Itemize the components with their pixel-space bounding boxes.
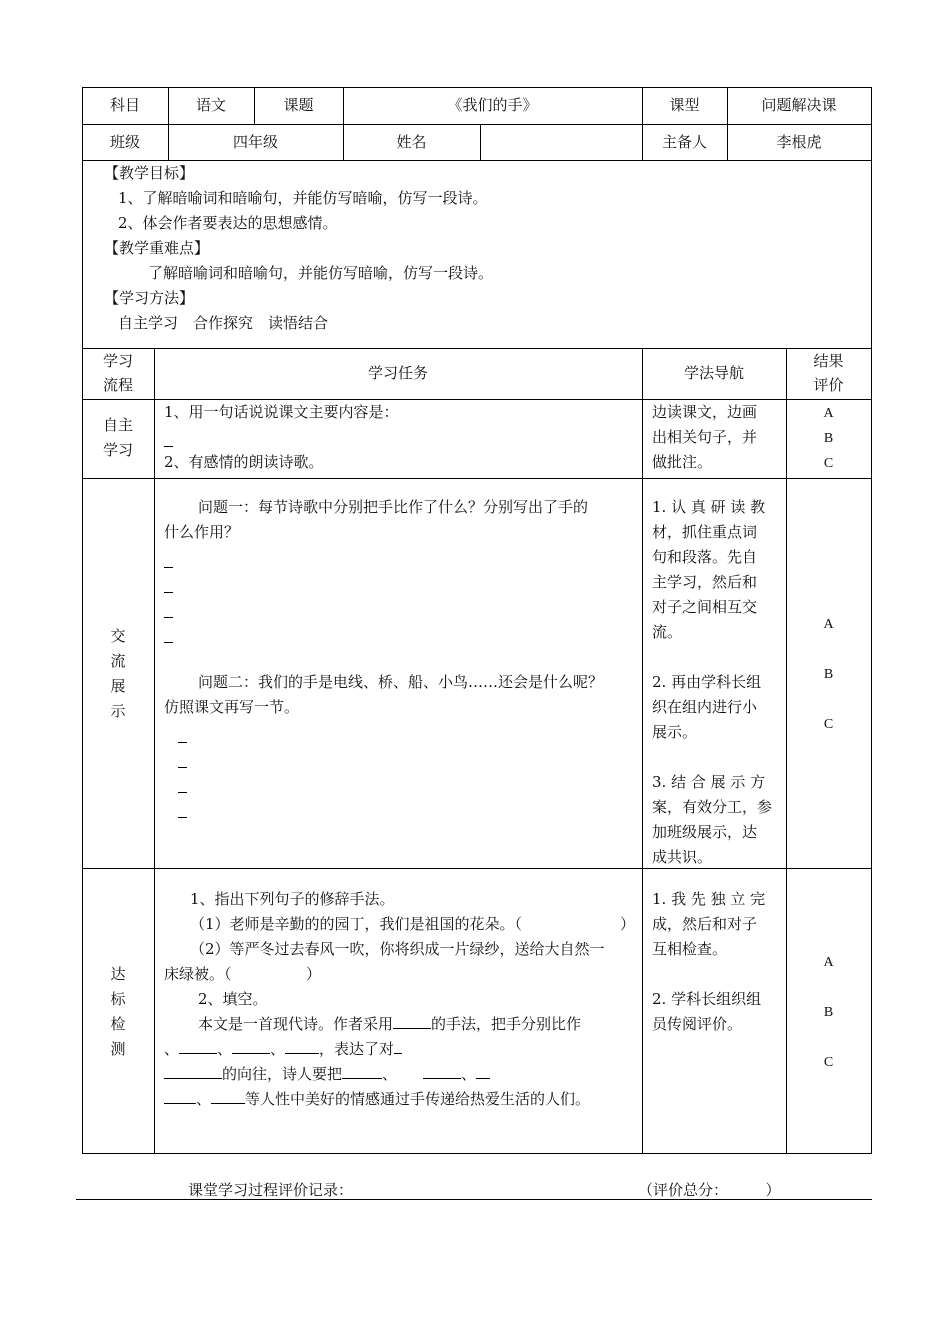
key-heading: 【教学重难点】 <box>104 239 210 257</box>
self-task-2: 2、有感情的朗读诗歌。 <box>164 453 324 471</box>
exchange-guide-5: 对子之间相互交 <box>652 598 758 616</box>
answer-blank <box>164 603 173 622</box>
exchange-guide-2: 材，抓住重点词 <box>652 523 758 541</box>
exchange-guide-10: 展示。 <box>652 723 698 741</box>
test-line-2: （1）老师是辛勤的的园丁，我们是祖国的花朵。（ <box>190 915 523 933</box>
footer-total-score: （评价总分： ） <box>638 1181 781 1199</box>
answer-blank <box>164 1063 222 1079</box>
separator: 、 <box>164 1040 180 1058</box>
answer-blank <box>164 1088 196 1104</box>
exchange-guide-6: 流。 <box>652 623 683 641</box>
test-line-7-end: ，表达了对 <box>319 1040 395 1058</box>
test-label-1: 达 <box>110 965 126 983</box>
separator: 、 <box>196 1090 212 1108</box>
test-line-9-text: 等人性中美好的情感通过手传递给热爱生活的人们。 <box>245 1090 591 1108</box>
subject-value: 语文 <box>195 96 226 114</box>
exchange-guide-3: 句和段落。先自 <box>652 548 758 566</box>
preparer-value: 李根虎 <box>776 133 822 151</box>
method-heading: 【学习方法】 <box>104 289 195 307</box>
test-line-6-end: 的手法，把手分别比作 <box>431 1015 582 1033</box>
topic-value: 《我们的手》 <box>447 96 538 114</box>
key-1: 了解暗喻词和暗喻句，并能仿写暗喻，仿写一段诗。 <box>148 264 494 282</box>
separator: 、 <box>382 1065 398 1083</box>
answer-blank <box>211 1088 245 1104</box>
test-guide-5: 2. 学科长组织组 <box>652 990 762 1008</box>
self-study-label-2: 学习 <box>102 441 133 459</box>
col-task: 学习任务 <box>367 364 428 382</box>
answer-blank <box>476 1063 490 1079</box>
self-grade-a: A <box>823 406 834 421</box>
test-grade-c: C <box>823 1055 834 1070</box>
preparer-label: 主备人 <box>661 133 707 151</box>
exchange-guide-8: 2. 再由学科长组 <box>652 673 762 691</box>
class-label: 班级 <box>109 133 140 151</box>
test-line-4-start: 床绿被。（ <box>164 965 232 983</box>
answer-blank <box>164 553 173 572</box>
col-guide: 学法导航 <box>683 364 744 382</box>
question-2-line-2: 仿照课文再写一节。 <box>164 698 300 716</box>
exchange-grade-c: C <box>823 717 834 732</box>
subject-label: 科目 <box>109 96 140 114</box>
test-line-6 <box>198 1012 581 1037</box>
footer-record-label: 课堂学习过程评价记录： <box>188 1181 354 1199</box>
answer-blank <box>178 728 187 747</box>
self-guide-3: 做批注。 <box>652 453 713 471</box>
test-grade-b: B <box>823 1005 834 1020</box>
self-grade-c: C <box>823 456 834 471</box>
answer-blank <box>393 1013 431 1029</box>
footer-rule <box>76 1199 872 1200</box>
exchange-guide-12: 3. 结 合 展 示 方 <box>652 773 766 791</box>
test-line-7 <box>164 1037 402 1062</box>
self-grade-b: B <box>823 431 834 446</box>
answer-blank <box>394 1038 402 1054</box>
test-line-6-start: 本文是一首现代诗。作者采用 <box>198 1015 394 1033</box>
self-study-label-1: 自主 <box>102 416 133 434</box>
col-eval-1: 结果 <box>813 352 844 370</box>
question-1-line-2: 什么作用？ <box>164 523 240 541</box>
self-task-1: 1、用一句话说说课文主要内容是： <box>164 403 399 421</box>
answer-blank <box>164 628 173 647</box>
col-eval-2: 评价 <box>813 376 844 394</box>
test-line-4-end: ） <box>306 965 322 983</box>
exchange-grade-a: A <box>823 617 834 632</box>
test-guide-3: 互相检查。 <box>652 940 728 958</box>
answer-blank <box>423 1063 461 1079</box>
topic-label: 课题 <box>283 96 314 114</box>
exchange-label-2: 流 <box>110 652 126 670</box>
test-guide-2: 成，然后和对子 <box>652 915 758 933</box>
exchange-label-4: 示 <box>110 702 126 720</box>
test-guide-1: 1. 我 先 独 立 完 <box>652 890 766 908</box>
separator: 、 <box>461 1065 477 1083</box>
test-line-1: 1、指出下列句子的修辞手法。 <box>190 890 395 908</box>
goal-2: 2、体会作者要表达的思想感情。 <box>118 214 338 232</box>
test-grade-a: A <box>823 955 834 970</box>
exchange-guide-15: 成共识。 <box>652 848 713 866</box>
answer-blank <box>164 578 173 597</box>
answer-blank <box>342 1063 382 1079</box>
exchange-guide-1: 1. 认 真 研 读 教 <box>652 498 766 516</box>
self-guide-2: 出相关句子，并 <box>652 428 758 446</box>
test-line-2-end: ） <box>620 915 636 933</box>
exchange-label-1: 交 <box>110 627 126 645</box>
separator: 、 <box>270 1040 286 1058</box>
answer-blank <box>164 432 173 451</box>
answer-blank <box>178 803 187 822</box>
test-label-2: 标 <box>110 990 126 1008</box>
exchange-guide-14: 加班级展示，达 <box>652 823 758 841</box>
goal-heading: 【教学目标】 <box>104 164 195 182</box>
separator: 、 <box>217 1040 233 1058</box>
test-line-5: 2、填空。 <box>198 990 268 1008</box>
exchange-guide-9: 织在组内进行小 <box>652 698 758 716</box>
answer-blank <box>178 778 187 797</box>
answer-blank <box>179 1038 217 1054</box>
name-label: 姓名 <box>396 133 427 151</box>
test-label-3: 检 <box>110 1015 126 1033</box>
answer-blank <box>232 1038 270 1054</box>
test-guide-6: 员传阅评价。 <box>652 1015 743 1033</box>
test-line-8-text: 的向往，诗人要把 <box>222 1065 343 1083</box>
col-process-1: 学习 <box>102 352 133 370</box>
answer-blank <box>178 753 187 772</box>
col-process-2: 流程 <box>102 376 133 394</box>
exchange-guide-4: 主学习，然后和 <box>652 573 758 591</box>
goal-1: 1、了解暗喻词和暗喻句，并能仿写暗喻，仿写一段诗。 <box>118 189 488 207</box>
class-value: 四年级 <box>232 133 278 151</box>
method-1: 自主学习 合作探究 读悟结合 <box>118 314 329 332</box>
test-label-4: 测 <box>110 1040 126 1058</box>
question-2-line-1: 问题二：我们的手是电线、桥、船、小鸟……还会是什么呢？ <box>198 673 604 691</box>
answer-blank <box>285 1038 319 1054</box>
question-1-line-1: 问题一：每节诗歌中分别把手比作了什么？分别写出了手的 <box>198 498 589 516</box>
exchange-label-3: 展 <box>110 677 126 695</box>
type-value: 问题解决课 <box>761 96 837 114</box>
exchange-guide-13: 案，有效分工，参 <box>652 798 773 816</box>
type-label: 课型 <box>669 96 700 114</box>
test-line-3: （2）等严冬过去春风一吹，你将织成一片绿纱，送给大自然一 <box>190 940 605 958</box>
test-line-9 <box>164 1087 590 1112</box>
self-guide-1: 边读课文，边画 <box>652 403 758 421</box>
exchange-grade-b: B <box>823 667 834 682</box>
test-line-8 <box>164 1062 490 1087</box>
